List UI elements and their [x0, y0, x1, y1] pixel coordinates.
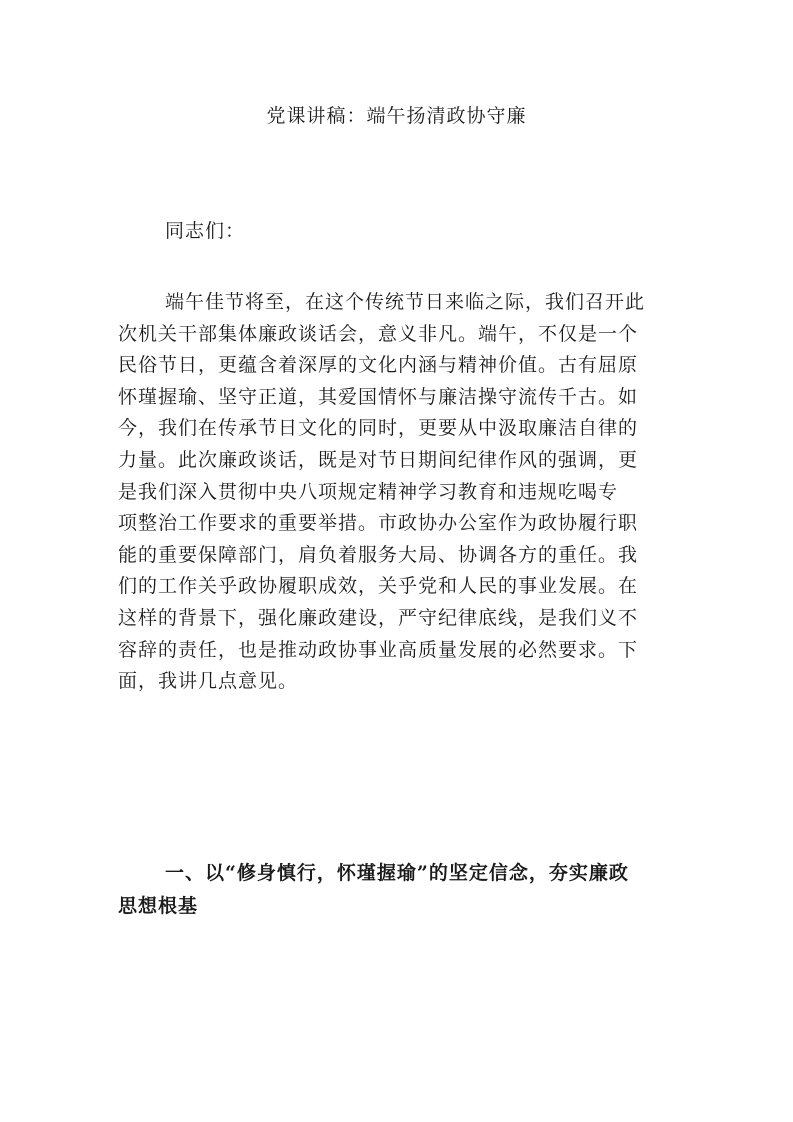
document-title: 党课讲稿：端午扬清政协守廉 — [266, 105, 527, 127]
heading-line: 思想根基 — [118, 895, 199, 917]
paragraph-line: 项整治工作要求的重要举措。市政协办公室作为政协履行职 — [118, 512, 639, 535]
paragraph-line: 次机关干部集体廉政谈话会，意义非凡。端午，不仅是一个 — [118, 322, 639, 345]
section-heading — [118, 857, 678, 923]
paragraph-line: 怀瑾握瑜、坚守正道，其爱国情怀与廉洁操守流传千古。如 — [118, 385, 639, 408]
salutation: 同志们： — [165, 220, 246, 242]
paragraph-line: 们的工作关乎政协履职成效，关乎党和人民的事业发展。在 — [118, 575, 639, 598]
paragraph-line: 今，我们在传承节日文化的同时，更要从中汲取廉洁自律的 — [118, 417, 639, 440]
paragraph-line: 民俗节日，更蕴含着深厚的文化内涵与精神价值。古有屈原 — [118, 354, 639, 377]
paragraph-line: 这样的背景下，强化廉政建设，严守纪律底线，是我们义不 — [118, 606, 639, 629]
paragraph-line: 容辞的责任，也是推动政协事业高质量发展的必然要求。下 — [118, 638, 639, 661]
paragraph-line: 是我们深入贯彻中央八项规定精神学习教育和违规吃喝专 — [118, 480, 619, 503]
heading-line: 一、以“修身慎行，怀瑾握瑜”的坚定信念，夯实廉政 — [165, 862, 629, 884]
paragraph-line: 力量。此次廉政谈话，既是对节日期间纪律作风的强调，更 — [118, 448, 639, 471]
intro-paragraph — [118, 287, 678, 698]
paragraph-line: 端午佳节将至，在这个传统节日来临之际，我们召开此 — [165, 291, 646, 313]
paragraph-line: 能的重要保障部门，肩负着服务大局、协调各方的重任。我 — [118, 543, 639, 566]
paragraph-line: 面，我讲几点意见。 — [118, 670, 299, 693]
